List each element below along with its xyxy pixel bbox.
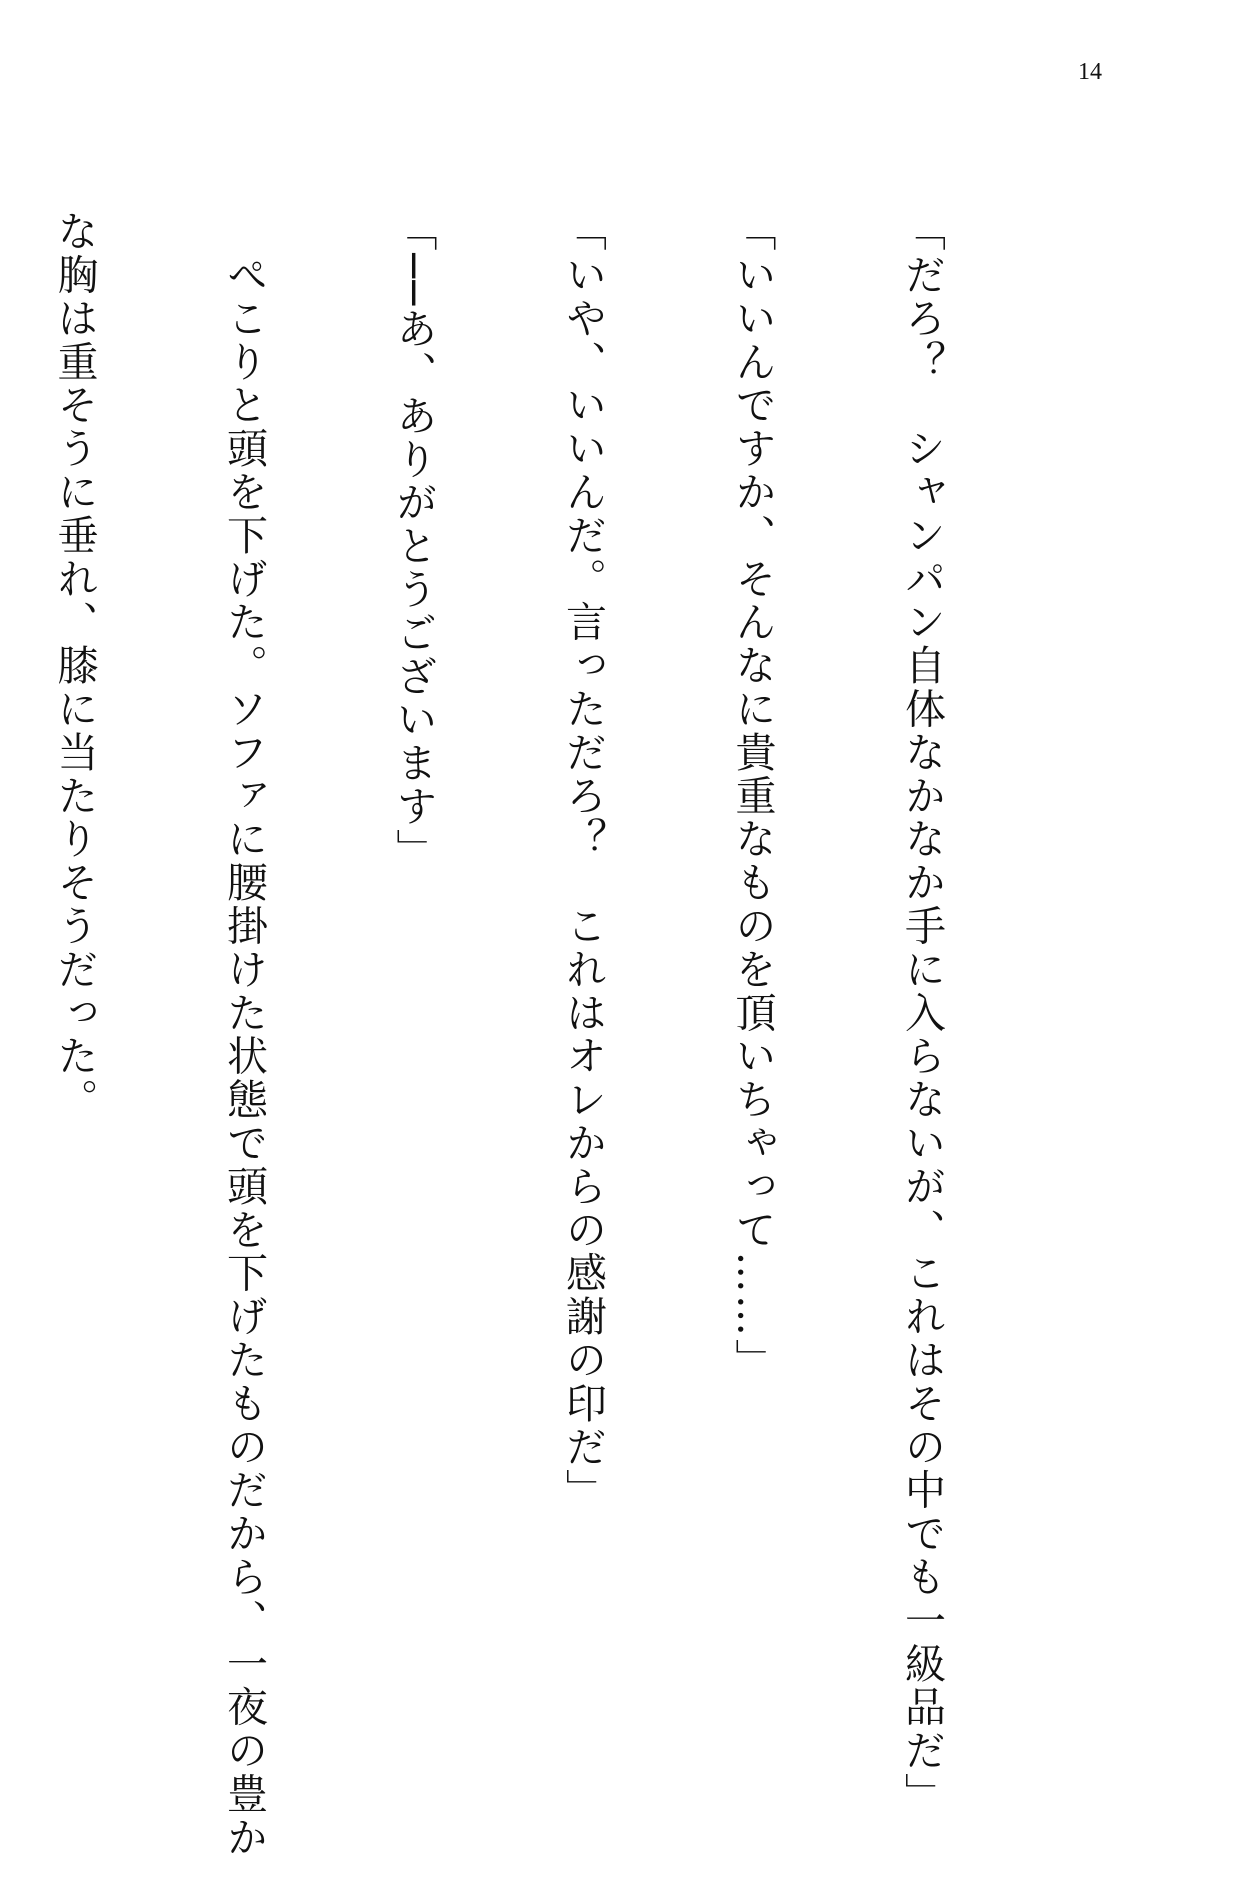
text-line: ぺこりと頭を下げた。ソファに腰掛けた状態で頭を下げたものだから、一夜の豊か: [220, 210, 268, 1860]
page-number: 14: [1078, 59, 1102, 85]
vertical-text-body: [0, 210, 1063, 1860]
text-line: 「──あ、ありがとうございます」: [389, 210, 438, 872]
text-line: 「いや、いいんだ。言っただろ？ これはオレからの感謝の印だ」: [559, 210, 607, 1512]
text-line: 「いいんですか、そんなに貴重なものを頂いちゃって……」: [728, 210, 777, 1382]
text-line: な胸は重そうに垂れ、膝に当たりそうだった。: [50, 210, 99, 1122]
text-line: 「だろ？ シャンパン自体なかなか手に入らないが、これはその中でも一級品だ」: [898, 210, 946, 1816]
